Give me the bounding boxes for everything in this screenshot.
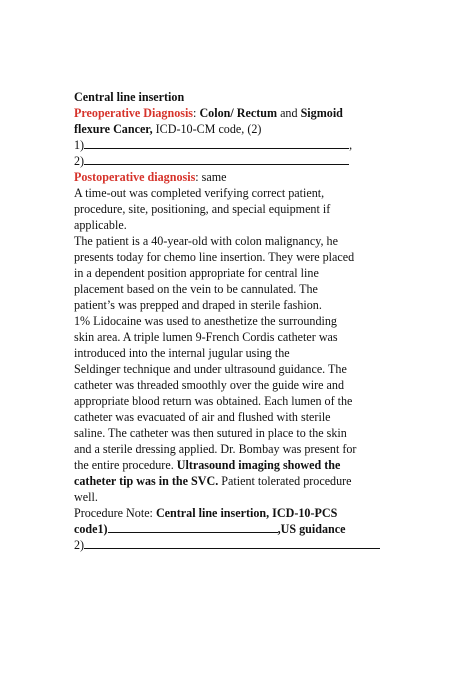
tail-2-plain: Patient tolerated procedure (221, 474, 352, 488)
postop-label: Postoperative diagnosis (74, 170, 196, 184)
note-code-blank[interactable] (108, 521, 278, 533)
tail-1-plain: the entire procedure. (74, 458, 174, 472)
body-line: and a sterile dressing applied. Dr. Bombay was present for (74, 442, 357, 456)
body-line: applicable. (74, 218, 127, 232)
preop-diagnosis-line-2 (74, 121, 384, 137)
postop-diagnosis-line (74, 169, 384, 185)
tail-line-2 (74, 473, 384, 489)
tail-line-3: well. (74, 490, 98, 504)
preop-item-1-end: , (349, 138, 353, 152)
body-line: Seldinger technique and under ultrasound guidance. The (74, 362, 347, 376)
body-line: A time-out was completed verifying correct patient, (74, 186, 325, 200)
body-line: introduced into the internal jugular using the (74, 346, 290, 360)
document-page (74, 89, 384, 553)
body-line: The patient is a 40-year-old with colon malignancy, he (74, 234, 338, 248)
note-bold-1: Central line insertion, ICD-10-PCS (155, 506, 338, 520)
preop-item-2-number: 2) (74, 154, 85, 168)
body-line: placement based on the vein to be cannulated. The (74, 282, 318, 296)
note-label: Procedure Note: (74, 506, 153, 520)
preop-diagnosis-line (74, 105, 384, 121)
tail-1-bold: Ultrasound imaging showed the (176, 458, 341, 472)
preop-item-1 (74, 137, 384, 153)
preop-item-2-blank[interactable] (84, 153, 349, 165)
preop-item-2 (74, 153, 384, 169)
body-line: in a dependent position appropriate for central line (74, 266, 319, 280)
preop-label: Preoperative Diagnosis (74, 106, 194, 120)
preop-dx-2: Sigmoid (300, 106, 343, 120)
body-line: patient’s was prepped and draped in sterile fashion. (74, 298, 322, 312)
preop-and: and (280, 106, 298, 120)
note-item-2-number: 2) (74, 538, 85, 552)
postop-value: : same (195, 170, 227, 184)
note-bold-3: ,US guidance (277, 522, 346, 536)
note-item-2-blank[interactable] (84, 537, 380, 549)
body-line: 1% Lidocaine was used to anesthetize the surrounding (74, 314, 337, 328)
procedure-note-line-2 (74, 521, 384, 537)
preop-code-text: ICD-10-CM code, (2) (155, 122, 262, 136)
document-title: Central line insertion (74, 90, 185, 104)
body-line: skin area. A triple lumen 9-French Cordis catheter was (74, 330, 338, 344)
body-line: saline. The catheter was then sutured in place to the skin (74, 426, 347, 440)
preop-dx-1: Colon/ Rectum (199, 106, 278, 120)
body-line: catheter was threaded smoothly over the guide wire and (74, 378, 344, 392)
body-line: presents today for chemo line insertion. They were placed (74, 250, 355, 264)
body-line: catheter was evacuated of air and flushed with sterile (74, 410, 331, 424)
preop-dx-3: flexure Cancer, (74, 122, 153, 136)
procedure-note-item-2 (74, 537, 384, 553)
body-line: procedure, site, positioning, and special equipment if (74, 202, 331, 216)
body-line: appropriate blood return was obtained. Each lumen of the (74, 394, 353, 408)
note-bold-2: code1) (74, 522, 108, 536)
preop-item-1-number: 1) (74, 138, 85, 152)
procedure-note-line (74, 505, 384, 521)
procedure-body (74, 185, 384, 457)
tail-line-1 (74, 457, 384, 473)
tail-2-bold: catheter tip was in the SVC. (74, 474, 219, 488)
preop-colon: : (193, 106, 197, 120)
preop-item-1-blank[interactable] (84, 137, 349, 149)
